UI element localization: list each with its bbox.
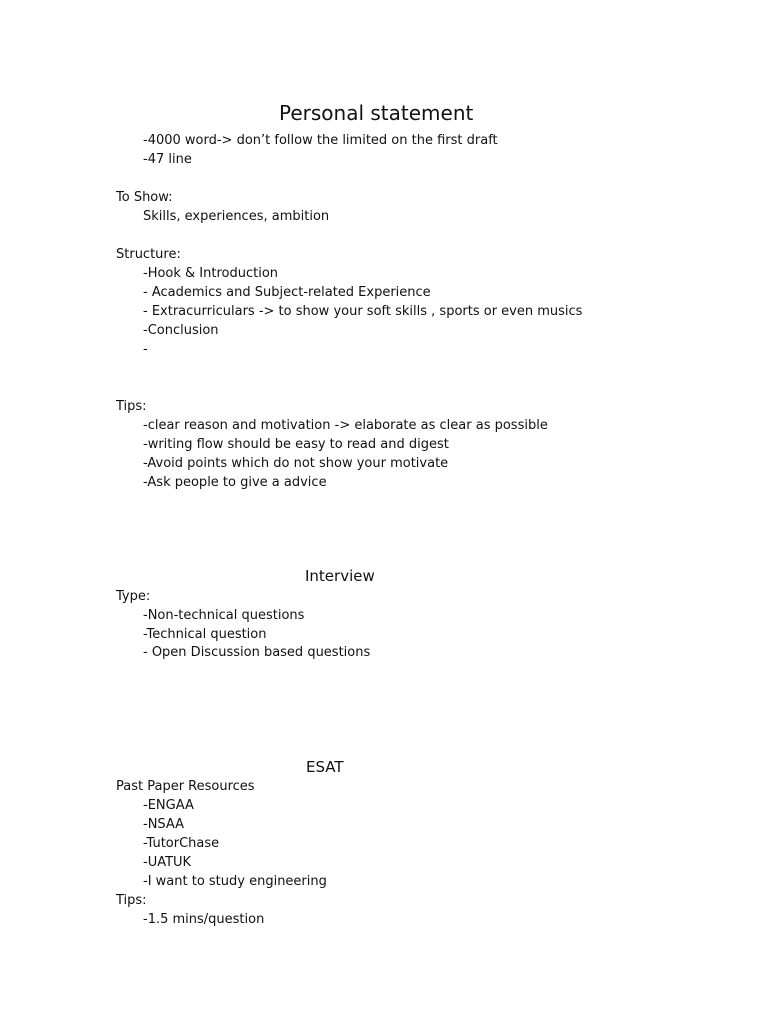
structure-item: -Hook & Introduction [143,266,279,281]
to-show-item: Skills, experiences, ambition [143,209,330,224]
structure-label: Structure: [116,247,181,262]
structure-item: - [143,342,148,357]
intro-line: -47 line [143,152,192,167]
resource-item: -UATUK [143,855,192,870]
type-item: -Technical question [143,627,267,642]
resource-item: -NSAA [143,817,185,832]
structure-item: -Conclusion [143,323,219,338]
intro-line: -4000 word-> don’t follow the limited on the first draft [143,133,498,148]
type-item: -Non-technical questions [143,608,305,623]
tips-item: -writing flow should be easy to read and digest [143,437,449,452]
tips-item: -Ask people to give a advice [143,475,327,490]
structure-item: - Extracurriculars -> to show your soft skills , sports or even musics [143,304,583,319]
structure-item: - Academics and Subject-related Experience [143,285,431,300]
type-label: Type: [116,589,151,604]
tips-item: -Avoid points which do not show your motivate [143,456,449,471]
to-show-label: To Show: [116,190,173,205]
resource-item: -TutorChase [143,836,220,851]
interview-heading: Interview [305,567,375,585]
resource-item: -I want to study engineering [143,874,327,889]
tips-item: -clear reason and motivation -> elaborate as clear as possible [143,418,548,433]
resource-item: -ENGAA [143,798,194,813]
resources-label: Past Paper Resources [116,779,255,794]
type-item: - Open Discussion based questions [143,645,371,660]
esat-heading: ESAT [306,758,344,776]
tips-label: Tips: [116,399,147,414]
personal-statement-heading: Personal statement [279,101,474,125]
esat-tips-label: Tips: [116,893,147,908]
esat-tips-item: -1.5 mins/question [143,912,265,927]
